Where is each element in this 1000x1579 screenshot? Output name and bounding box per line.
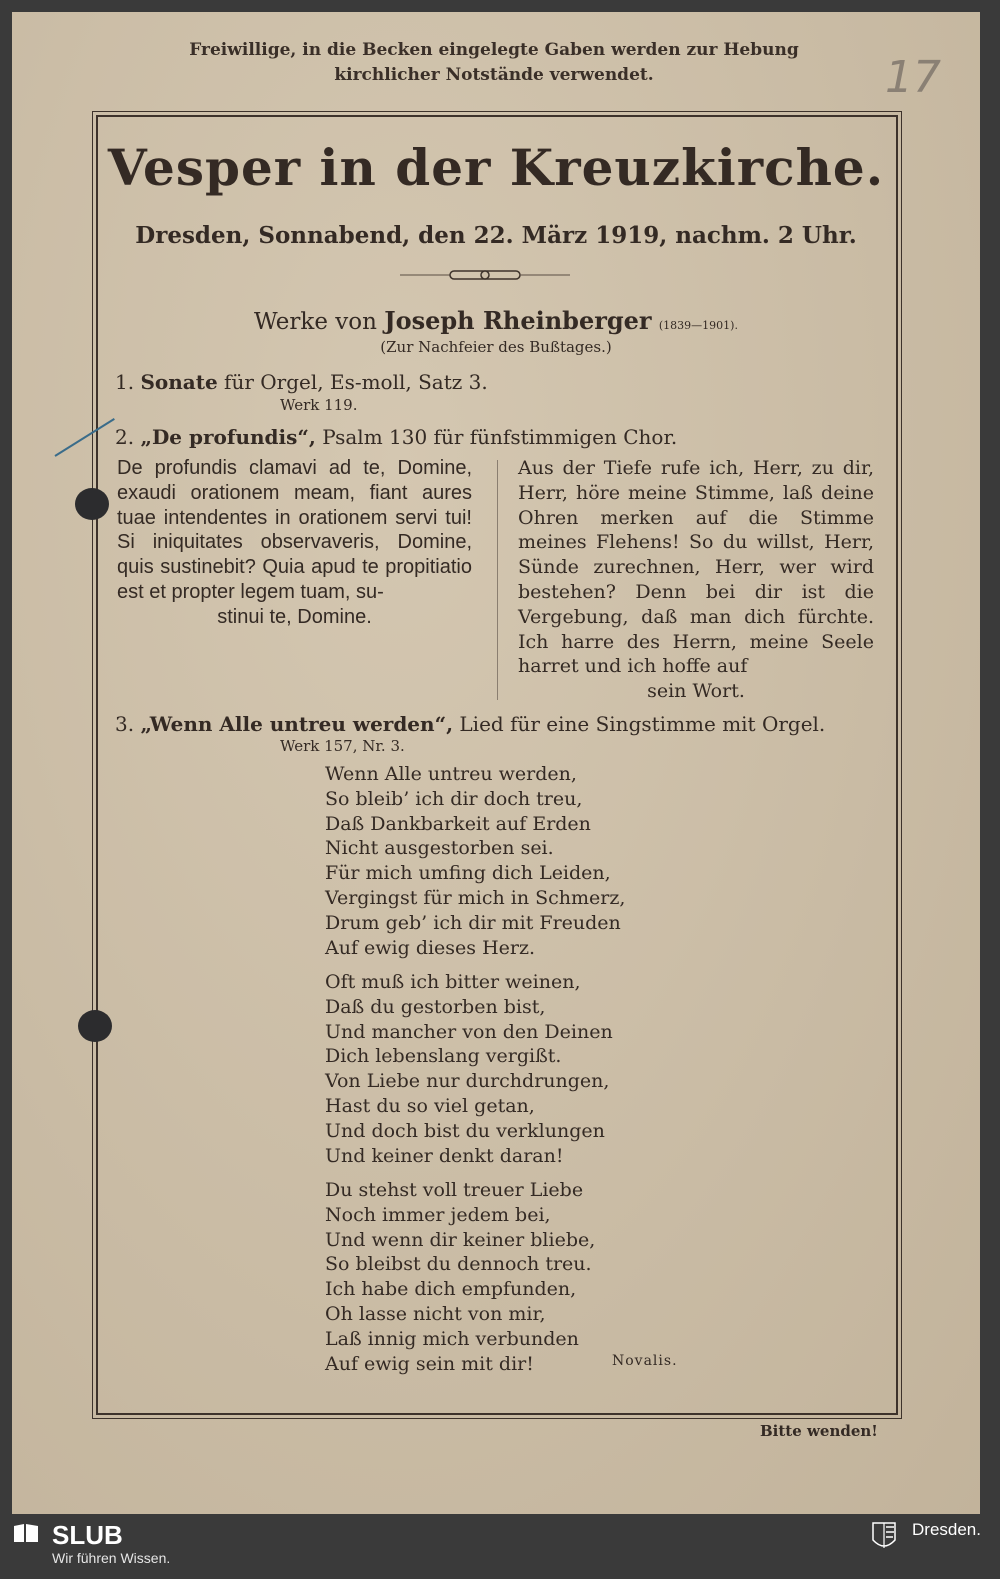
latin-text-body: De profundis clamavi ad te, Domine, exaudi orationem meam, fiant aures tuae intendentes in orationem servi tui! Si iniquitates observaveris, Domine, quis sustinebit? Quia apud te propitiatio est et propter legem tuam, su- [117,457,472,603]
poem-line: Daß Dankbarkeit auf Erden [325,812,591,835]
poem-line: Auf ewig dieses Herz. [325,936,536,959]
ornament-divider [400,268,570,282]
poem-line: So bleibst du dennoch treu. [325,1253,592,1276]
poem-line: Ich habe dich empfunden, [325,1278,577,1301]
poem-line: Dich lebenslang vergißt. [325,1045,562,1068]
program-item-3 [115,712,825,736]
item-description: Lied für eine Singstimme mit Orgel. [453,712,826,736]
item-title: „De profundis“, [140,425,316,449]
poem-line: Wenn Alle untreu werden, [325,763,577,785]
column-divider [497,460,498,700]
poem-stanza-2 [325,970,613,1168]
german-psalm-text [518,456,874,704]
german-text-last-line: sein Wort. [647,680,745,703]
item-number: 2. [115,425,135,449]
item-number: 1. [115,370,135,394]
poem-line: Von Liebe nur durchdrungen, [325,1070,610,1093]
item-number: 3. [115,712,135,736]
dresden-crest-icon [872,1522,896,1552]
occasion-note: (Zur Nachfeier des Bußtages.) [380,338,612,356]
item-title: Sonate [140,370,218,394]
latin-psalm-text [117,456,472,630]
poem-line: Auf ewig sein mit dir! [325,1352,534,1375]
poem-line: Laß innig mich verbunden [325,1327,579,1350]
slub-book-icon [12,1522,40,1544]
poem-line: Nicht ausgestorben sei. [325,837,554,860]
latin-text-last-line: stinui te, Domine. [217,605,372,628]
turn-page-note: Bitte wenden! [760,1422,878,1440]
poem-stanza-1 [325,762,625,960]
handwritten-page-number: 17 [885,52,941,103]
program-item-1 [115,370,488,394]
item-title: „Wenn Alle untreu werden“, [140,712,454,736]
poem-line: Oh lasse nicht von mir, [325,1302,546,1325]
donation-note [0,38,988,88]
poem-line: Daß du gestorben bist, [325,995,546,1018]
composer-years: (1839—1901). [658,319,738,332]
poem-line: Und doch bist du verklungen [325,1119,605,1142]
slub-tagline: Wir führen Wissen. [52,1550,171,1566]
poem-line: So bleib’ ich dir doch treu, [325,787,583,810]
item-description: für Orgel, Es-moll, Satz 3. [217,370,488,394]
program-item-2 [115,425,677,449]
page-title: Vesper in der Kreuzkirche. [107,138,885,197]
punch-hole [75,488,109,520]
poem-line: Und wenn dir keiner bliebe, [325,1228,596,1251]
poem-line: Und keiner denkt daran! [325,1144,564,1167]
poem-author: Novalis. [612,1353,678,1369]
poem-line: Noch immer jedem bei, [325,1203,551,1226]
slub-logo-text[interactable]: SLUB [52,1520,123,1550]
poem-stanza-3 [325,1178,595,1376]
poem-line: Vergingst für mich in Schmerz, [325,886,626,909]
punch-hole [78,1010,112,1042]
german-text-body: Aus der Tiefe rufe ich, Herr, zu dir, Herr, höre meine Stimme, laß deine Ohren merken auf die Stimme meines Flehens! So du willst, Herr, Sünde zurechnen, Herr, wer wird bestehen? Denn bei dir ist die Vergebung, daß man dich fürchte. Ich harre des Herrn, meine Seele harret und ich hoffe auf [518,457,874,678]
item-1-opus: Werk 119. [280,396,358,414]
poem-line: Für mich umfing dich Leiden, [325,862,611,885]
donation-note-line-2: kirchlicher Notstände verwendet. [334,65,654,85]
item-3-opus: Werk 157, Nr. 3. [280,737,405,755]
item-description: Psalm 130 für fünfstimmigen Chor. [315,425,678,449]
event-date-line: Dresden, Sonnabend, den 22. März 1919, nachm. 2 Uhr. [135,222,857,249]
donation-note-line-1: Freiwillige, in die Becken eingelegte Gaben werden zur Hebung [189,40,799,60]
composer-name: Joseph Rheinberger [384,306,652,335]
poem-line: Oft muß ich bitter weinen, [325,971,581,993]
dresden-logo-text[interactable]: Dresden. [912,1520,981,1539]
poem-line: Du stehst voll treuer Liebe [325,1179,584,1201]
poem-line: Drum geb’ ich dir mit Freuden [325,911,621,934]
viewer-footer [0,1514,1000,1579]
composer-heading [96,306,896,335]
works-prefix: Werke von [254,309,377,335]
poem-line: Und mancher von den Deinen [325,1020,613,1043]
poem-line: Hast du so viel getan, [325,1094,535,1117]
